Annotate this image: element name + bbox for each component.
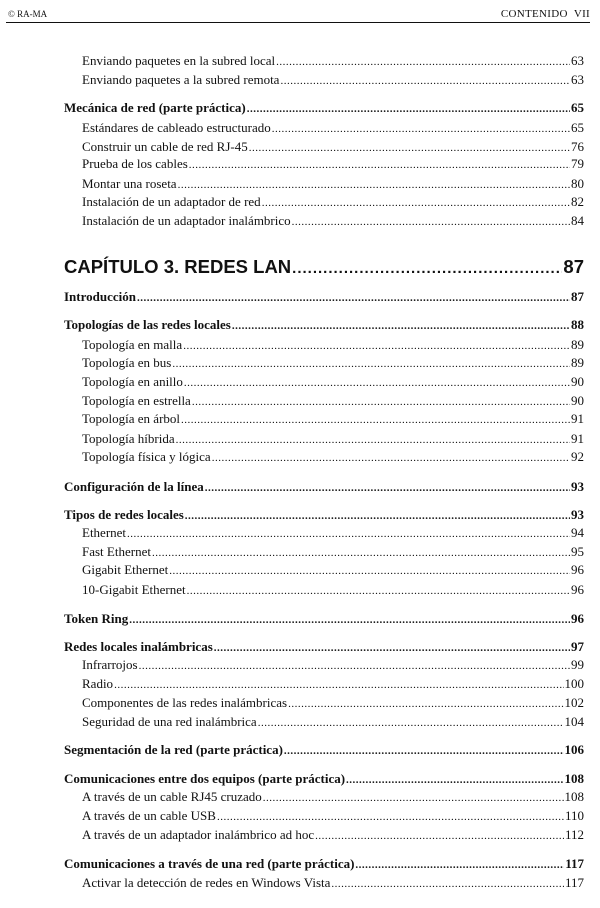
dot-leader (178, 180, 570, 191)
subsection-entry[interactable] (82, 790, 584, 804)
dot-leader (187, 586, 570, 597)
dot-leader (129, 615, 570, 626)
subsection-entry[interactable] (82, 412, 584, 426)
entry-page-number: 87 (563, 256, 584, 277)
subsection-entry[interactable] (82, 177, 584, 191)
entry-title: Tipos de redes locales (64, 507, 184, 522)
entry-page-number: 96 (571, 582, 584, 597)
entry-title: Topología híbrida (82, 431, 175, 446)
entry-page-number: 104 (564, 714, 584, 729)
subsection-entry[interactable] (82, 715, 584, 729)
section-entry[interactable] (64, 772, 584, 786)
section-title: CONTENIDO (500, 8, 568, 20)
entry-page-number: 99 (571, 657, 584, 672)
dot-leader (184, 378, 570, 389)
entry-title: Topologías de las redes locales (64, 317, 231, 332)
dot-leader (280, 76, 570, 87)
page-number: VII (573, 8, 590, 20)
entry-page-number: 96 (571, 562, 584, 577)
entry-title: Ethernet (82, 525, 127, 540)
entry-title: A través de un cable USB (82, 808, 216, 823)
dot-leader (232, 321, 570, 332)
entry-page-number: 80 (571, 176, 584, 191)
subsection-entry[interactable] (82, 73, 584, 87)
section-entry[interactable] (64, 480, 584, 494)
subsection-entry[interactable] (82, 545, 584, 559)
dot-leader (355, 860, 564, 871)
entry-title: Radio (82, 676, 114, 691)
dot-leader (172, 359, 570, 370)
dot-leader (205, 483, 570, 494)
entry-title: Topología en estrella (82, 393, 191, 408)
entry-title: Activar la detección de redes en Windows Vista (82, 875, 331, 890)
section-entry[interactable] (64, 743, 584, 757)
entry-title: Topología física y lógica (82, 449, 211, 464)
entry-title: Infrarrojos (82, 657, 138, 672)
publisher-label: © RA-MA (8, 9, 48, 19)
entry-title: Topología en árbol (82, 411, 181, 426)
section-entry[interactable] (64, 290, 584, 304)
entry-title: Enviando paquetes a la subred remota (82, 72, 280, 87)
dot-leader (181, 415, 570, 426)
section-entry[interactable] (64, 857, 584, 871)
entry-title: Construir un cable de red RJ-45 (82, 139, 248, 154)
dot-leader (114, 680, 563, 691)
section-entry[interactable] (64, 640, 584, 654)
dot-leader (263, 793, 564, 804)
entry-title: Comunicaciones a través de una red (parte práctica) (64, 856, 355, 871)
entry-title: Topología en anillo (82, 374, 183, 389)
entry-page-number: 88 (571, 317, 584, 332)
entry-page-number: 106 (564, 742, 584, 757)
entry-page-number: 92 (571, 449, 584, 464)
dot-leader (183, 341, 570, 352)
entry-title: Instalación de un adaptador inalámbrico (82, 213, 291, 228)
entry-title: A través de un adaptador inalámbrico ad hoc (82, 827, 315, 842)
entry-page-number: 110 (564, 808, 584, 823)
subsection-entry[interactable] (82, 157, 584, 171)
subsection-entry[interactable] (82, 394, 584, 408)
dot-leader (214, 643, 570, 654)
entry-title: Comunicaciones entre dos equipos (parte práctica) (64, 771, 346, 786)
dot-leader (185, 511, 570, 522)
dot-leader (288, 699, 563, 710)
entry-title: Gigabit Ethernet (82, 562, 169, 577)
subsection-entry[interactable] (82, 432, 584, 446)
subsection-entry[interactable] (82, 195, 584, 209)
entry-page-number: 63 (571, 72, 584, 87)
dot-leader (247, 104, 570, 115)
entry-page-number: 65 (571, 120, 584, 135)
entry-page-number: 112 (564, 827, 584, 842)
dot-leader (284, 746, 564, 757)
section-entry[interactable] (64, 318, 584, 332)
section-entry[interactable] (64, 101, 584, 115)
subsection-entry[interactable] (82, 809, 584, 823)
dot-leader (346, 775, 563, 786)
subsection-entry[interactable] (82, 375, 584, 389)
subsection-entry[interactable] (82, 658, 584, 672)
subsection-entry[interactable] (82, 338, 584, 352)
dot-leader (272, 124, 570, 135)
entry-page-number: 76 (571, 139, 584, 154)
subsection-entry[interactable] (82, 54, 584, 68)
entry-page-number: 93 (571, 507, 584, 522)
entry-page-number: 63 (571, 53, 584, 68)
entry-title: Enviando paquetes en la subred local (82, 53, 276, 68)
dot-leader (137, 293, 570, 304)
entry-title: Montar una roseta (82, 176, 177, 191)
chapter-entry[interactable] (64, 258, 584, 277)
entry-title: Topología en malla (82, 337, 183, 352)
subsection-entry[interactable] (82, 121, 584, 135)
entry-page-number: 108 (564, 789, 584, 804)
entry-title: Fast Ethernet (82, 544, 151, 559)
entry-page-number: 102 (564, 695, 584, 710)
dot-leader (262, 198, 570, 209)
dot-leader (152, 548, 570, 559)
entry-page-number: 89 (571, 355, 584, 370)
section-entry[interactable] (64, 612, 584, 626)
subsection-entry[interactable] (82, 563, 584, 577)
dot-leader (292, 217, 570, 228)
dot-leader (249, 143, 570, 154)
entry-page-number: 90 (571, 393, 584, 408)
entry-title: Mecánica de red (parte práctica) (64, 100, 246, 115)
entry-page-number: 96 (571, 611, 584, 626)
entry-title: Topología en bus (82, 355, 172, 370)
entry-title: Estándares de cableado estructurado (82, 120, 271, 135)
entry-page-number: 91 (571, 431, 584, 446)
entry-title: Redes locales inalámbricas (64, 639, 213, 654)
entry-title: Segmentación de la red (parte práctica) (64, 742, 283, 757)
dot-leader (292, 261, 562, 276)
entry-page-number: 108 (564, 771, 584, 786)
dot-leader (127, 529, 570, 540)
entry-page-number: 97 (571, 639, 584, 654)
entry-title: Introducción (64, 289, 136, 304)
subsection-entry[interactable] (82, 876, 584, 890)
entry-page-number: 93 (571, 479, 584, 494)
subsection-entry[interactable] (82, 450, 584, 464)
entry-page-number: 100 (564, 676, 584, 691)
entry-page-number: 94 (571, 525, 584, 540)
entry-title: Instalación de un adaptador de red (82, 194, 261, 209)
entry-title: Componentes de las redes inalámbricas (82, 695, 288, 710)
entry-title: CAPÍTULO 3. REDES LAN (64, 256, 292, 277)
entry-title: Configuración de la línea (64, 479, 204, 494)
subsection-entry[interactable] (82, 140, 584, 154)
dot-leader (331, 879, 564, 890)
entry-title: Seguridad de una red inalámbrica (82, 714, 257, 729)
entry-page-number: 82 (571, 194, 584, 209)
subsection-entry[interactable] (82, 696, 584, 710)
dot-leader (276, 57, 570, 68)
dot-leader (315, 831, 564, 842)
dot-leader (217, 812, 564, 823)
entry-title: Prueba de los cables (82, 156, 188, 171)
entry-page-number: 84 (571, 213, 584, 228)
entry-page-number: 117 (565, 856, 584, 871)
subsection-entry[interactable] (82, 677, 584, 691)
dot-leader (176, 435, 570, 446)
entry-page-number: 117 (564, 875, 584, 890)
entry-title: Token Ring (64, 611, 129, 626)
dot-leader (139, 661, 570, 672)
dot-leader (192, 397, 570, 408)
dot-leader (258, 718, 564, 729)
subsection-entry[interactable] (82, 828, 584, 842)
entry-page-number: 65 (571, 100, 584, 115)
entry-page-number: 79 (571, 156, 584, 171)
entry-page-number: 90 (571, 374, 584, 389)
subsection-entry[interactable] (82, 214, 584, 228)
dot-leader (189, 160, 570, 171)
entry-title: A través de un cable RJ45 cruzado (82, 789, 262, 804)
subsection-entry[interactable] (82, 526, 584, 540)
entry-page-number: 91 (571, 411, 584, 426)
entry-page-number: 87 (571, 289, 584, 304)
entry-page-number: 89 (571, 337, 584, 352)
section-entry[interactable] (64, 508, 584, 522)
entry-page-number: 95 (571, 544, 584, 559)
subsection-entry[interactable] (82, 583, 584, 597)
dot-leader (212, 453, 570, 464)
dot-leader (169, 566, 570, 577)
entry-title: 10-Gigabit Ethernet (82, 582, 186, 597)
subsection-entry[interactable] (82, 356, 584, 370)
